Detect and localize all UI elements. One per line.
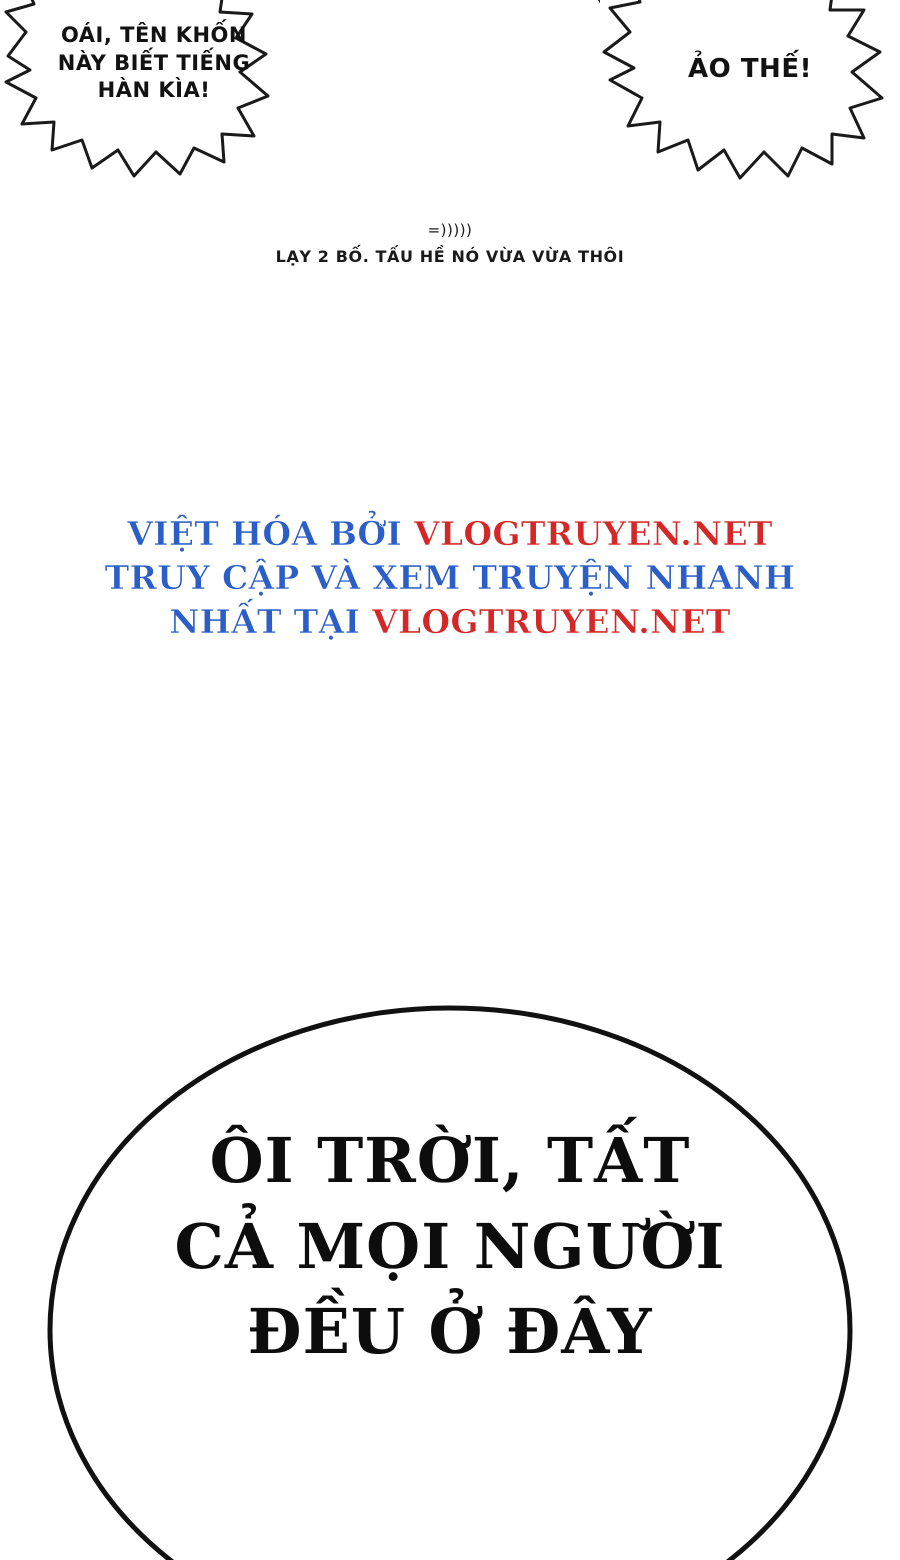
balloon-bottom-line1: ÔI TRỜI, TẤT [209, 1124, 691, 1197]
balloon-right-line1: ẢO THẾ! [688, 54, 812, 84]
watermark [0, 512, 900, 644]
speech-balloon-center [300, 0, 600, 180]
watermark-line3-site: VLOGTRUYEN.NET [371, 601, 731, 641]
balloon-left-text [44, 22, 264, 105]
balloon-bottom-text [110, 1118, 790, 1375]
balloon-left-line3: HÀN KÌA! [97, 78, 211, 103]
balloon-left-line2: NÀY BIẾT TIẾNG [57, 50, 251, 75]
caption-emote: =))))) [427, 221, 473, 239]
caption-text: LẠY 2 BỐ. TẤU HỀ NÓ VỪA VỪA THÔI [275, 246, 625, 266]
watermark-line-3 [0, 600, 900, 644]
balloon-bottom-line2: CẢ MỌI NGƯỜI [174, 1209, 726, 1283]
balloon-bottom-line3: ĐỀU Ở ĐÂY [247, 1295, 653, 1369]
watermark-line1-site: VLOGTRUYEN.NET [413, 514, 773, 553]
speech-balloon-right [600, 0, 900, 190]
balloon-right-text [640, 52, 860, 86]
balloon-left-line1: OÁI, TÊN KHỐN [61, 23, 247, 47]
watermark-line1-prefix: VIỆT HÓA BỞI [127, 514, 414, 553]
watermark-line-2: TRUY CẬP VÀ XEM TRUYỆN NHANH [104, 557, 796, 597]
watermark-line-1 [0, 512, 900, 556]
watermark-line3-prefix: NHẤT TẠI [169, 601, 372, 641]
caption-block [0, 222, 900, 266]
